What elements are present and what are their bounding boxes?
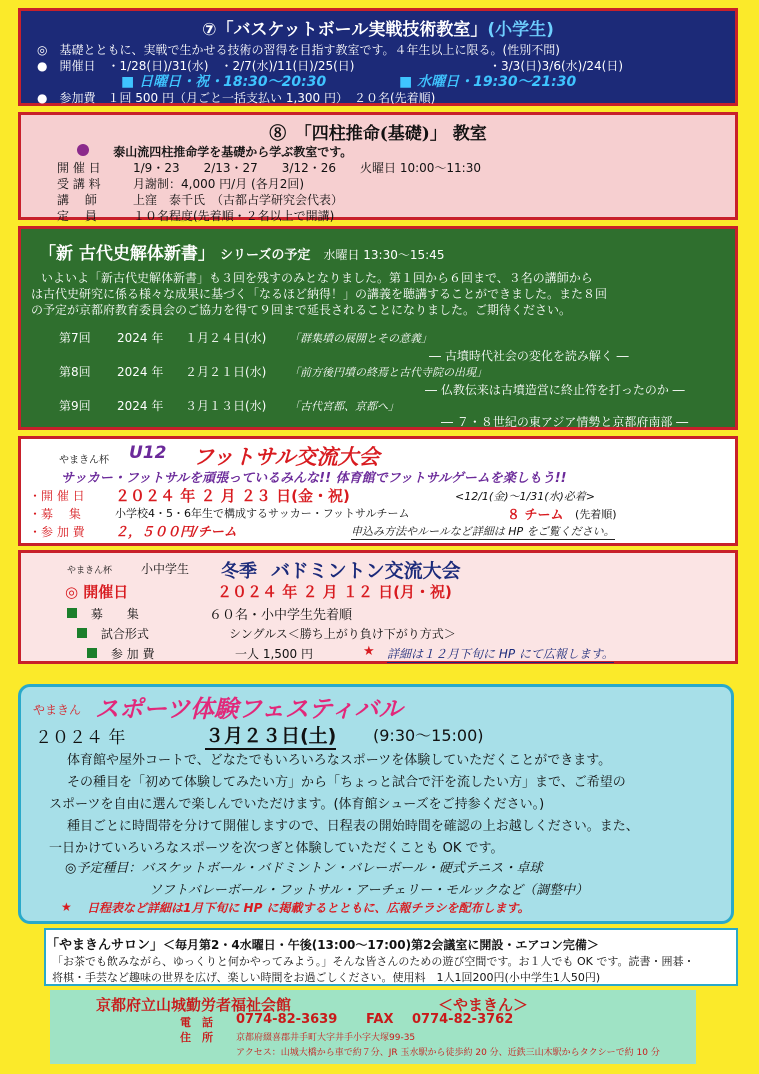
futsal-u12: U12 <box>129 443 167 463</box>
episode-number: 第8回 <box>59 365 91 379</box>
kodai-time: 水曜日 13:30～15:45 <box>323 248 445 262</box>
kodai-para-3: の予定が京都府教育委員会のご協力を得て９回まで延長されることになりました。ご期待ください。 <box>31 303 572 317</box>
badminton-fee: 一人 1,500 円 <box>235 647 313 661</box>
kodai-title: 「新 古代史解体新書」 <box>39 244 215 264</box>
badminton-format-row: 試合形式 <box>77 625 149 642</box>
episode-theme: 「群集墳の展開とその意義」 <box>289 332 432 345</box>
badminton-recruit-row: 募 集 <box>67 605 139 622</box>
shichu-title: ⑧ 「四柱推命(基礎)」 教室 <box>269 124 487 144</box>
episode-year: 2024 年 <box>117 331 164 345</box>
episode-subtitle: ― 古墳時代社会の変化を読み解く ― <box>429 349 629 363</box>
basketball-dates: ● 開催日 ・1/28(日)/31(水) ・2/7(水)/11(日)/25(日) <box>37 59 355 73</box>
shichu-subtitle: 泰山流四柱推命学を基礎から学ぶ教室です。 <box>77 143 352 160</box>
festival-para-4: 種目ごとに時間帯を分けて開催しますので、日程表の開始時間を確認の上お越しください。また、 <box>67 819 639 834</box>
futsal-recruit-label: ・募 集 <box>29 507 81 521</box>
episode-subtitle: ― ７・８世紀の東アジア情勢と京都府南部 ― <box>441 415 689 429</box>
kodai-para-2: は古代史研究に係る様々な成果に基づく「なるほど納得！」の講義を聴講することができました。また８回 <box>31 287 608 301</box>
footer-nickname: ＜やまきん＞ <box>438 996 529 1014</box>
festival-para-3: スポーツを自由に選んで楽しんでいただけます。(体育館シューズをご持参ください。) <box>49 797 545 812</box>
square-bullet-icon <box>77 628 87 638</box>
basketball-line1: ◎ 基礎とともに、実戦で生かせる技術の習得を目指す教室です。４年生以上に限る。(性別不問) <box>37 43 560 57</box>
basketball-dates-march: ・3/3(日)3/6(水)/24(日) <box>489 59 624 73</box>
shichu-dates-label: 開 催 日 <box>57 161 101 175</box>
festival-year: ２０２４ 年 <box>35 728 126 748</box>
basketball-sunday-time: ■ 日曜日・祝・18:30～20:30 <box>121 74 327 90</box>
futsal-team-count: ８ チーム <box>507 508 564 523</box>
festival-time: (9:30～15:00) <box>373 726 484 745</box>
basketball-title-text: ⑦「バスケットボール実戦技術教室」 <box>202 20 488 40</box>
badminton-note: 詳細は１２月下旬に HP にて広報します。 <box>387 647 614 661</box>
episode-theme: 「古代宮都、京都へ」 <box>289 400 399 413</box>
episode-theme: 「前方後円墳の終焉と古代寺院の出現」 <box>289 366 487 379</box>
futsal-note: 申込み方法やルールなど詳細は HP をご覧ください。 <box>351 525 615 538</box>
episode-year: 2024 年 <box>117 365 164 379</box>
basketball-fee: ● 参加費 １回 500 円（月ごと一括支払い 1,300 円） ２０名(先着順) <box>37 91 436 105</box>
kodai-title-sub: シリーズの予定 <box>220 248 311 263</box>
futsal-recruit-note: (先着順) <box>575 508 617 521</box>
futsal-apply-period: <12/1(金)～1/31(水)必着> <box>455 490 596 503</box>
futsal-fee-label: ・参 加 費 <box>29 525 85 539</box>
badminton-fee-row: 参 加 費 <box>87 645 154 662</box>
footer-tel-label: 電 話 <box>180 1016 213 1029</box>
basketball-grade: (小学生) <box>487 20 554 40</box>
badminton-format: シングルス＜勝ち上がり負け下がり方式＞ <box>229 627 456 641</box>
episode-date: １月２４日(水) <box>185 331 267 345</box>
shichu-fee-label: 受 講 料 <box>57 177 101 191</box>
badminton-recruit: ６０名・小中学生先着順 <box>209 608 353 623</box>
kodai-para-1: いよいよ「新古代史解体新書」も３回を残すのみとなりました。第１回から６回まで、３名の講師から <box>41 271 593 285</box>
festival-para-5: 一日かけていろいろなスポーツを次つぎと体験していただくことも OK です。 <box>49 841 504 856</box>
shichu-capacity: １０名程度(先着順・２名以上で開講) <box>133 209 335 223</box>
futsal-date-label: ・開 催 日 <box>29 489 85 503</box>
festival-pre: やまきん <box>33 703 82 717</box>
square-bullet-icon <box>87 648 97 658</box>
salon-line-2: 将棋・手芸など趣味の世界を広げ、楽しい時間をお過ごしください。使用料 1人1回200円(小中学生1人50円) <box>52 971 601 984</box>
badminton-cup: やまきん杯 <box>67 566 113 576</box>
shichu-fee: 月謝制：4,000 円/月 (各月2回) <box>133 177 305 191</box>
footer-address-label: 住 所 <box>180 1031 213 1044</box>
festival-section <box>18 684 734 924</box>
festival-para-2: その種目を「初めて体験してみたい方」から「ちょっと試合で汗を流したい方」まで、ご希望の <box>67 775 626 790</box>
futsal-section <box>18 436 738 546</box>
salon-section <box>44 928 738 986</box>
shichu-capacity-label: 定 員 <box>57 209 97 223</box>
festival-events-2: ソフトバレーボール・フットサル・アーチェリー・モルックなど（調整中） <box>149 883 589 898</box>
footer-org: 京都府立山城勤労者福祉会館 <box>96 996 292 1014</box>
footer-access: アクセス：山城大橋から車で約７分、JR 玉水駅から徒歩約 20 分、近鉄三山木駅からタクシーで約 10 分 <box>236 1048 660 1058</box>
futsal-catch: サッカー・フットサルを頑張っているみんな!! 体育館でフットサルゲームを楽しもう!! <box>61 471 567 486</box>
footer-fax: 0774-82-3762 <box>412 1012 514 1027</box>
festival-para-1: 体育館や屋外コートで、どなたでもいろいろなスポーツを体験していただくことができます。 <box>67 753 612 768</box>
futsal-date: ２０２４ 年 ２ 月 ２３ 日(金・祝) <box>115 487 350 505</box>
star-icon: ★ <box>61 900 72 914</box>
badminton-title-season: 冬季 <box>221 561 257 582</box>
shichu-section <box>18 112 738 223</box>
salon-schedule: ＜毎月第2・4水曜日・午後(13:00～17:00)第2会議室に開設・エアコン完備＞ <box>163 938 599 952</box>
basketball-wednesday-time: ■ 水曜日・19:30～21:30 <box>399 74 577 90</box>
episode-date: ３月１３日(水) <box>185 399 267 413</box>
episode-number: 第9回 <box>59 399 91 413</box>
badminton-date-label: ◎ 開催日 <box>65 583 129 601</box>
festival-notice: 日程表など詳細は1月下旬に HP に掲載するとともに、広報チラシを配布します。 <box>87 901 530 915</box>
futsal-title: フットサル交流大会 <box>193 445 380 469</box>
salon-heading <box>46 934 599 953</box>
badminton-section <box>18 550 738 664</box>
salon-line-1: 「お茶でも飲みながら、ゆっくりと何かやってみよう。」そんな皆さんのための遊び空間です。お１人でも OK です。読書・囲碁・ <box>52 955 695 968</box>
episode-year: 2024 年 <box>117 399 164 413</box>
salon-title: 「やまきんサロン」 <box>46 938 164 953</box>
badminton-grade: 小中学生 <box>141 562 190 576</box>
festival-date: ３月２３日(土) <box>205 721 336 750</box>
festival-events-1: ◎予定種目：バスケットボール・バドミントン・バレーボール・硬式テニス・卓球 <box>65 861 543 876</box>
futsal-recruit: 小学校4・5・6年生で構成するサッカー・フットサルチーム <box>115 507 410 520</box>
footer-section <box>50 990 696 1064</box>
episode-date: ２月２１日(水) <box>185 365 267 379</box>
basketball-title <box>21 15 735 40</box>
festival-title: スポーツ体験フェスティバル <box>95 695 403 723</box>
badminton-title: バドミントン交流大会 <box>271 560 461 582</box>
footer-tel: 0774-82-3639 <box>236 1012 338 1027</box>
futsal-fee: ２，５００円/チーム <box>115 525 237 540</box>
kodai-section <box>18 226 738 430</box>
episode-number: 第7回 <box>59 331 91 345</box>
shichu-teacher-label: 講 師 <box>57 193 97 207</box>
shichu-dates: 1/9・23 2/13・27 3/12・26 火曜日 10:00～11:30 <box>133 161 481 175</box>
futsal-cup: やまきん杯 <box>59 455 109 466</box>
badminton-date: ２０２４ 年 ２ 月 １２ 日(月・祝) <box>217 583 452 601</box>
kodai-heading <box>39 239 444 264</box>
footer-fax-label: FAX <box>366 1012 394 1027</box>
square-bullet-icon <box>67 608 77 618</box>
bullet-dot-icon <box>77 144 89 156</box>
star-icon: ★ <box>363 644 375 659</box>
shichu-teacher: 上窪 泰千氏 （古都占学研究会代表） <box>133 193 344 207</box>
basketball-section <box>18 8 738 106</box>
footer-address: 京都府綴喜郡井手町大字井手小字大塚99-35 <box>236 1033 416 1043</box>
episode-subtitle: ― 仏教伝来は古墳造営に終止符を打ったのか ― <box>425 383 685 397</box>
